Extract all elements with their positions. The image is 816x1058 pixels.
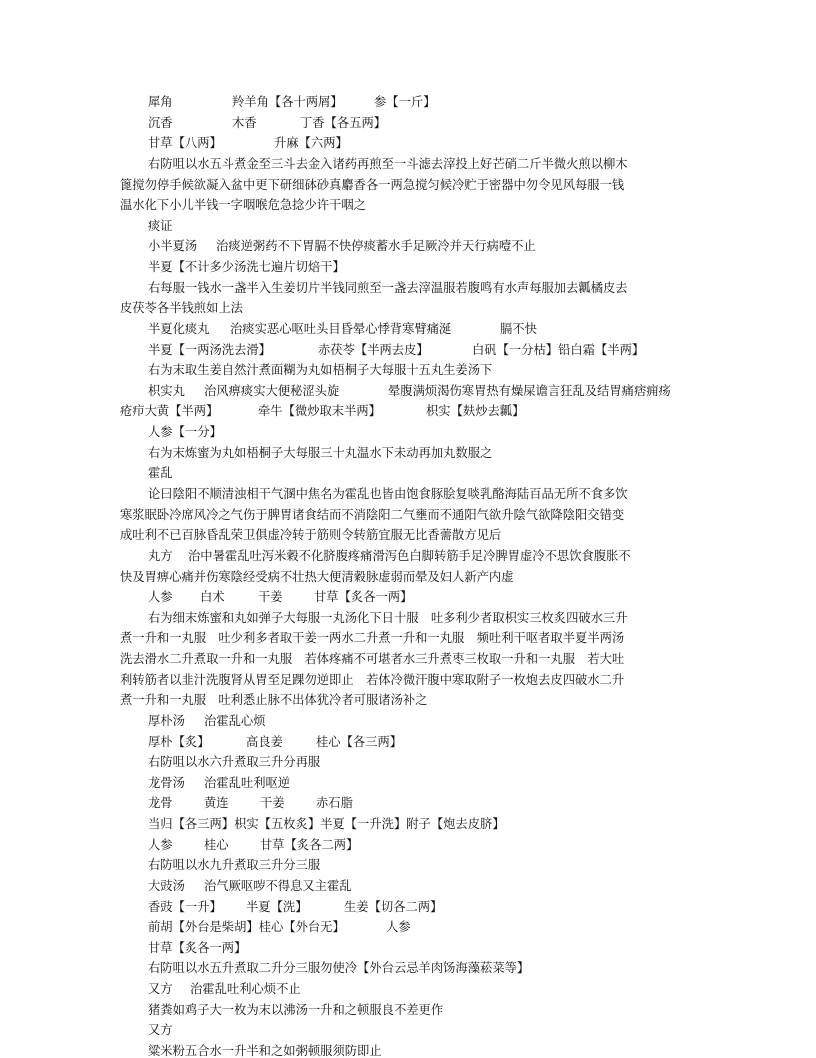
text-segment: 前胡【外台是柴胡】桂心【外台无】 xyxy=(148,920,345,934)
text-segment: 人参 xyxy=(386,920,411,934)
text-segment: 人参 xyxy=(148,590,173,604)
text-segment: 治风痹痰实大便秘涩头旋 xyxy=(204,384,340,398)
text-segment: 龙骨 xyxy=(148,796,173,810)
text-line: 快及胃痹心痛并伤寒陰经受病不壮热大便清穀脉虚弱而晕及妇人新产内虚 xyxy=(120,570,514,584)
text-segment: 龙骨汤 xyxy=(148,776,185,790)
text-segment: 桂心【各三两】 xyxy=(316,735,403,749)
text-line: 当归【各三两】枳实【五枚炙】半夏【一升洗】附子【炮去皮脐】 xyxy=(148,817,505,831)
text-segment: 又方 xyxy=(148,982,173,996)
text-line: 甘草【炙各一两】 xyxy=(148,941,247,955)
text-line: 人参【一分】 xyxy=(148,425,222,439)
text-segment: 大豉汤 xyxy=(148,879,185,893)
text-segment: 牵牛【微炒取末半两】 xyxy=(258,404,381,418)
text-segment: 白术 xyxy=(200,590,225,604)
text-segment: 治痰实恶心呕吐头目昏晕心悸背寒臂痛涎 xyxy=(230,322,452,336)
text-segment: 治中暑霍乱吐泻米穀不化脐腹疼痛滑泻色白脚转筋手足冷脾胃虚冷不思饮食腹胀不 xyxy=(188,549,631,563)
text-segment: 升麻【六两】 xyxy=(274,136,348,150)
text-segment: 生姜【切各二两】 xyxy=(344,900,443,914)
text-segment: 白矾【一分枯】铅白霜【半两】 xyxy=(472,343,645,357)
text-line xyxy=(148,95,708,109)
text-segment: 丁香【各五两】 xyxy=(300,116,387,130)
text-segment: 半夏【洗】 xyxy=(246,900,308,914)
text-line xyxy=(148,384,708,398)
text-segment: 高良姜 xyxy=(246,735,283,749)
text-segment: 赤茯苓【半两去皮】 xyxy=(318,343,429,357)
text-line xyxy=(148,322,708,336)
text-segment: 羚羊角【各十两屑】 xyxy=(232,95,343,109)
text-line: 寒浆眠卧冷席风冷之气伤于脾胃诸食结而不消陰阳二气壅而不通阳气欲升陰气欲降陰阳交错变 xyxy=(120,508,625,522)
text-line: 温水化下小儿半钱一字咽喉危急捻少许干咽之 xyxy=(120,198,366,212)
text-segment: 参【一斤】 xyxy=(374,95,436,109)
text-segment: 人参 xyxy=(148,838,173,852)
text-line: 右防咀以水九升煮取三升分三服 xyxy=(148,858,321,872)
text-segment: 甘草【炙各一两】 xyxy=(314,590,413,604)
text-segment: 甘草【八两】 xyxy=(148,136,222,150)
text-line: 右每服一钱水一盏半入生姜切片半钱同煎至一盏去滓温服若腹鸣有水声每服加去瓤橘皮去 xyxy=(148,281,628,295)
text-line xyxy=(148,735,708,749)
section-heading: 霍乱 xyxy=(148,466,173,480)
text-line: 洗去滑水二升煮取一升和一丸服 若体疼痛不可堪者水三升煮枣三枚取一升和一丸服 若大吐 xyxy=(120,652,625,666)
text-line: 粱米粉五合水一升半和之如粥顿服须防即止 xyxy=(148,1044,382,1058)
text-line: 右防咀以水六升煮取三升分再服 xyxy=(148,755,321,769)
text-line xyxy=(148,879,708,893)
text-segment: 治霍乱心烦 xyxy=(204,714,266,728)
text-segment: 丸方 xyxy=(148,549,173,563)
text-segment: 治霍乱吐利呕逆 xyxy=(204,776,291,790)
text-line xyxy=(148,796,708,810)
text-line: 半夏【不计多少汤洗七遍片切焙干】 xyxy=(148,260,345,274)
text-line: 篦搅勿停手候欲凝入盆中更下研细砵砂真麝香各一两急搅匀候冷贮于密器中勿令见风每服一钱 xyxy=(120,178,625,192)
text-segment: 治气厥呕哕不得息又主霍乱 xyxy=(204,879,352,893)
text-segment: 厚朴汤 xyxy=(148,714,185,728)
text-line xyxy=(148,838,708,852)
text-segment: 疮疖大黄【半两】 xyxy=(120,404,219,418)
text-segment: 桂心 xyxy=(204,838,229,852)
text-line xyxy=(148,136,708,150)
text-line: 右防咀以水五斗煮金至三斗去金入诸药再煎至一斗滤去滓投上好芒硝二斤半微火煎以柳木 xyxy=(148,157,628,171)
text-segment: 甘草【炙各二两】 xyxy=(260,838,359,852)
text-line xyxy=(148,590,708,604)
text-line xyxy=(148,982,708,996)
text-segment: 香豉【一升】 xyxy=(148,900,222,914)
text-line: 猪粪如鸡子大一枚为末以沸汤一升和之顿服良不差更作 xyxy=(148,1003,444,1017)
text-segment: 半夏化痰丸 xyxy=(148,322,210,336)
text-line: 利转筋者以韭汁洗腹肾从胃至足踝勿逆即止 若体冷微汗腹中寒取附子一枚炮去皮四破水二升 xyxy=(120,673,625,687)
text-line: 右为末取生姜自然汁煮面糊为丸如梧桐子大每服十五丸生姜汤下 xyxy=(148,363,493,377)
text-line: 煮一升和一丸服 吐少利多者取干姜一两水二升煮一升和一丸服 频吐利干呕者取半夏半两汤 xyxy=(120,631,625,645)
text-segment: 晕腹满烦渴伤寒胃热有燥屎谵言狂乱及结胃痛痞痈疡 xyxy=(388,384,671,398)
text-line xyxy=(120,404,720,418)
section-heading: 痰证 xyxy=(148,219,173,233)
text-line xyxy=(148,116,708,130)
text-line: 又方 xyxy=(148,1023,173,1037)
text-line: 右防咀以水五升煮取二升分三服勿使冷【外台云忌羊肉饧海藻菘菜等】 xyxy=(148,961,530,975)
text-segment: 赤石脂 xyxy=(316,796,353,810)
text-line xyxy=(148,549,708,563)
text-line xyxy=(148,239,708,253)
text-segment: 厚朴【炙】 xyxy=(148,735,210,749)
text-line: 右为细末炼蜜和丸如弹子大每服一丸汤化下日十服 吐多利少者取枳实三枚炙四破水三升 xyxy=(148,611,628,625)
text-segment: 枳实丸 xyxy=(148,384,185,398)
text-segment: 沉香 xyxy=(148,116,173,130)
text-segment: 膈不快 xyxy=(500,322,537,336)
text-segment: 半夏【一两汤洗去滑】 xyxy=(148,343,271,357)
text-line xyxy=(148,900,708,914)
text-segment: 治霍乱吐利心烦不止 xyxy=(190,982,301,996)
text-segment: 枳实【麸炒去瓤】 xyxy=(426,404,525,418)
text-line xyxy=(148,776,708,790)
text-line: 论曰陰阳不顺清浊相干气溷中焦名为霍乱也皆由饱食豚脍复啖乳酪海陆百品无所不食多饮 xyxy=(148,487,628,501)
text-segment: 干姜 xyxy=(258,590,283,604)
text-segment: 干姜 xyxy=(260,796,285,810)
text-segment: 小半夏汤 xyxy=(148,239,198,253)
text-line: 右为末炼蜜为丸如梧桐子大每服三十丸温水下未动再加丸数服之 xyxy=(148,446,493,460)
text-segment: 黄连 xyxy=(204,796,229,810)
text-line xyxy=(148,920,708,934)
text-line: 皮茯苓各半钱煎如上法 xyxy=(120,301,243,315)
text-segment: 犀角 xyxy=(148,95,173,109)
text-line xyxy=(148,343,708,357)
text-line xyxy=(148,714,708,728)
text-line: 成吐利不已百脉昏乱荣卫俱虚冷转于筋则令转筋宜服无比香薷散方见后 xyxy=(120,528,502,542)
text-segment: 木香 xyxy=(232,116,257,130)
text-line: 煮一升和一丸服 吐利悉止脉不出体犹冷者可服诸汤补之 xyxy=(120,693,428,707)
text-segment: 治痰逆粥药不下胃膈不快停痰蓄水手足厥冷并天行病噎不止 xyxy=(216,239,536,253)
